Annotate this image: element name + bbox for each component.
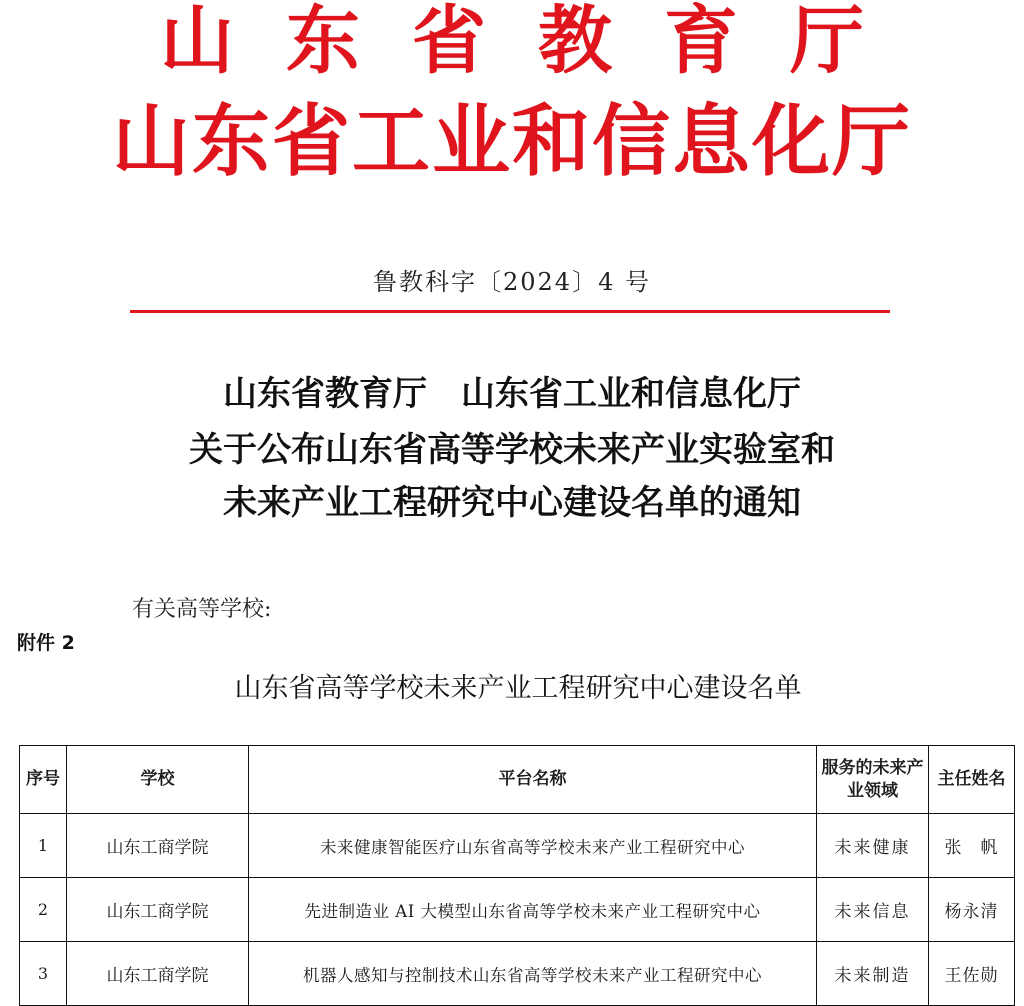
notice-title-line-1: 山东省教育厅 山东省工业和信息化厅 — [223, 374, 801, 414]
cell-director: 杨永清 — [929, 878, 1015, 942]
cell-field: 未来健康 — [817, 814, 929, 878]
cell-field: 未来制造 — [817, 942, 929, 1006]
notice-title-line-2: 关于公布山东省高等学校未来产业实验室和 — [189, 430, 835, 470]
cell-school: 山东工商学院 — [67, 878, 249, 942]
header-field: 服务的未来产业领域 — [817, 746, 929, 814]
cell-school: 山东工商学院 — [67, 942, 249, 1006]
notice-title-line-3: 未来产业工程研究中心建设名单的通知 — [223, 483, 801, 523]
cell-platform: 未来健康智能医疗山东省高等学校未来产业工程研究中心 — [249, 814, 817, 878]
cell-seq: 3 — [20, 942, 67, 1006]
table-row — [20, 942, 1015, 1006]
header-school: 学校 — [67, 746, 249, 814]
header-platform: 平台名称 — [249, 746, 817, 814]
cell-field: 未来信息 — [817, 878, 929, 942]
cell-director: 张 帆 — [929, 814, 1015, 878]
center-list-table — [19, 745, 1015, 1006]
red-divider-line — [130, 310, 890, 313]
list-title: 山东省高等学校未来产业工程研究中心建设名单 — [234, 673, 802, 704]
cell-seq: 2 — [20, 878, 67, 942]
issuing-org-industry: 山东省工业和信息化厅 — [111, 96, 912, 187]
attachment-label: 附件 2 — [17, 632, 75, 654]
document-number: 鲁教科字〔2024〕4 号 — [373, 268, 651, 296]
cell-director: 王佐勋 — [929, 942, 1015, 1006]
table-row — [20, 878, 1015, 942]
cell-platform: 机器人感知与控制技术山东省高等学校未来产业工程研究中心 — [249, 942, 817, 1006]
cell-seq: 1 — [20, 814, 67, 878]
header-director: 主任姓名 — [929, 746, 1015, 814]
issuing-org-education: 山东省教育厅 — [160, 0, 916, 84]
header-seq: 序号 — [20, 746, 67, 814]
salutation: 有关高等学校: — [132, 597, 272, 622]
table-header-row — [20, 746, 1015, 814]
cell-platform: 先进制造业 AI 大模型山东省高等学校未来产业工程研究中心 — [249, 878, 817, 942]
cell-school: 山东工商学院 — [67, 814, 249, 878]
table-row — [20, 814, 1015, 878]
